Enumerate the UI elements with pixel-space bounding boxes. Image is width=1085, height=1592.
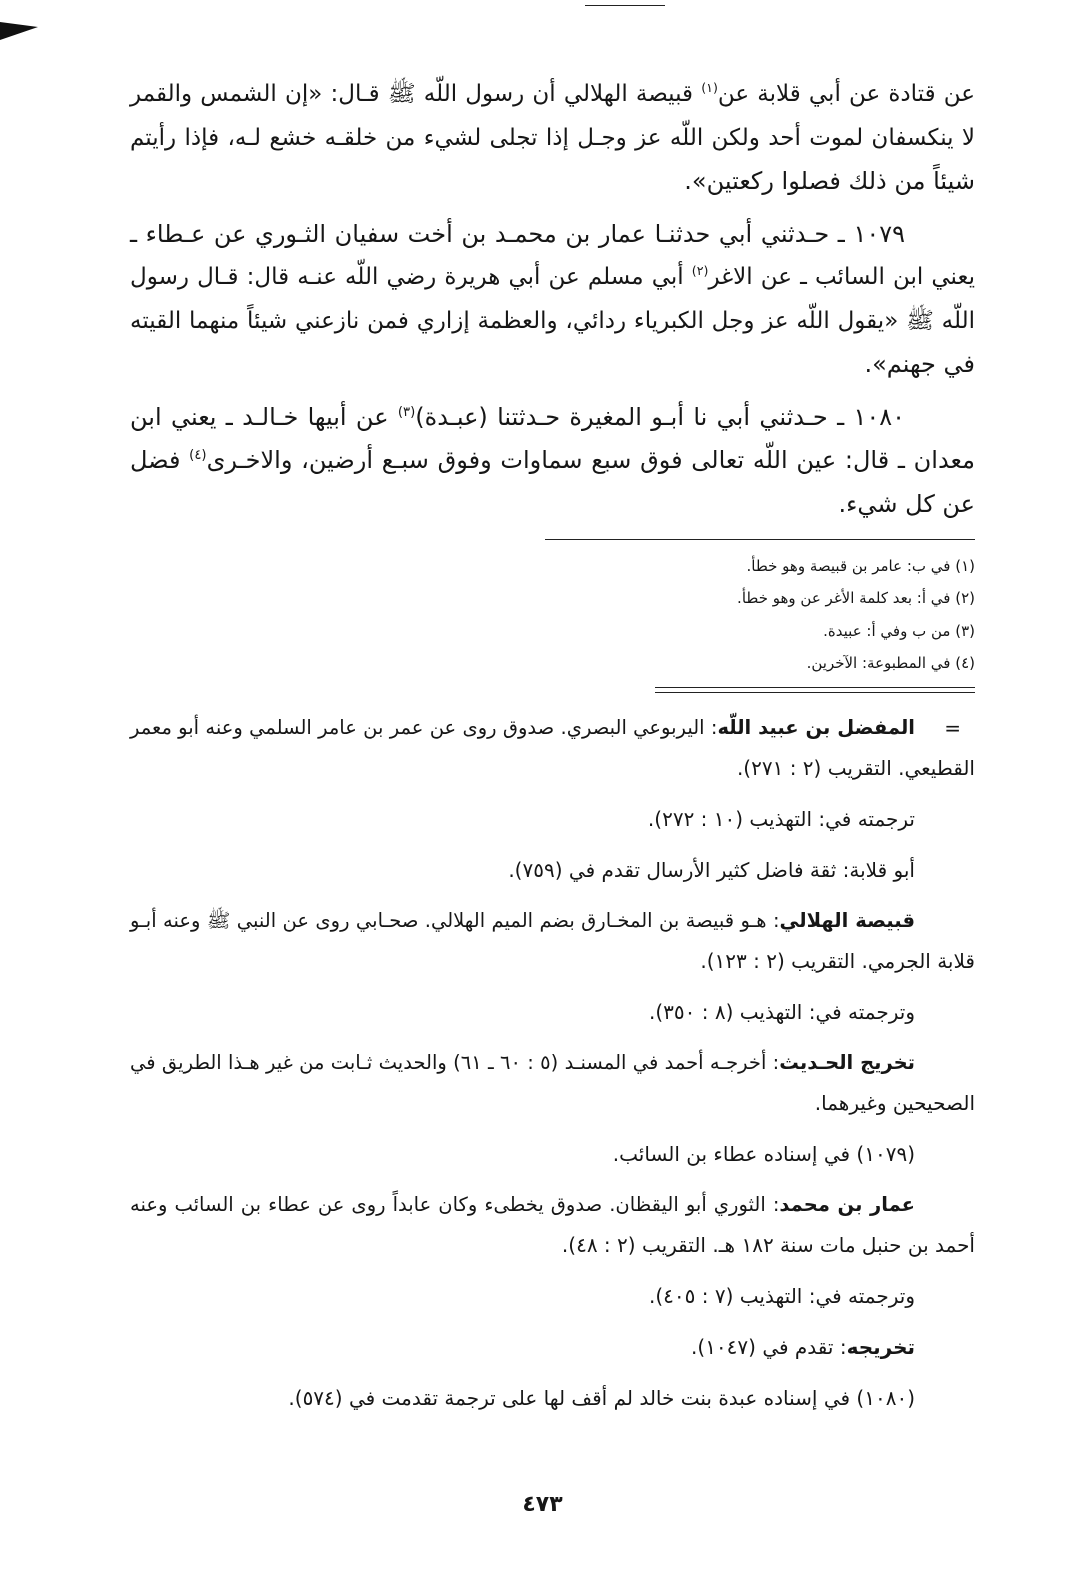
text-line	[130, 1327, 975, 1367]
top-rule	[585, 5, 665, 6]
main-text	[130, 73, 975, 526]
text-line: الصحيحين وغيرهما.	[814, 1091, 975, 1115]
text-line: ١٠٧٩ ـ حـدثني أبي حدثنـا عمار بن محمـد بن أخت سفيان الثـوري عن عـطاء ـ	[130, 219, 905, 248]
text-line	[130, 901, 975, 941]
text-line: عن كل شيء.	[838, 489, 975, 518]
commentary-separator	[655, 687, 975, 693]
text-line: لا ينكسفان لموت أحد ولكن اللّه عز وجـل إذا تجلى لشيء من خلقـه خشع لـه، فإذا رأيتم	[130, 124, 975, 151]
hadith-paragraph	[130, 213, 975, 387]
commentary-paragraph	[130, 799, 975, 839]
commentary-paragraph	[130, 1276, 975, 1316]
text-line: اللّه ﷺ «يقول اللّه عز وجل الكبرياء ردائي، والعظمة إزاري فمن نازعني شيئاً منهما القيته	[130, 307, 975, 334]
hadith-paragraph	[130, 73, 975, 204]
footnote-ref: (٣)	[397, 404, 416, 420]
text-segment: ١٠٨٠ ـ حـدثني أبي نا أبـو المغيرة حـدثتنا (عبـدة)	[415, 402, 905, 431]
commentary-paragraph	[130, 1185, 975, 1265]
text-line: القطيعي. التقريب (٢ : ٢٧١).	[736, 756, 975, 780]
footnote: (١) في ب: عامر بن قبيصة وهو خطأ.	[746, 557, 975, 575]
text-segment: : تقدم في (١٠٤٧).	[691, 1335, 847, 1359]
hadith-paragraph	[130, 396, 975, 527]
text-segment: يعني ابن السائب ـ عن الاغر	[708, 264, 975, 290]
commentary-paragraph	[130, 1378, 975, 1418]
text-line: وترجمته في: التهذيب (٨ : ٣٥٠).	[648, 1000, 915, 1024]
text-segment: قبيصة الهلالي أن رسول اللّه ﷺ قـال: «إن الشمس والقمر	[130, 81, 702, 107]
entry-heading: قبيصة الهلالي	[779, 909, 915, 932]
text-line: قلابة الجرمي. التقريب (٢ : ١٢٣).	[700, 949, 975, 973]
text-line: وترجمته في: التهذيب (٧ : ٤٠٥).	[648, 1284, 915, 1308]
commentary-paragraph	[130, 708, 975, 788]
text-segment: : أخرجـه أحمد في المسنـد (٥ : ٦٠ ـ ٦١) والحديث ثـابت من غير هـذا الطريق في	[130, 1051, 780, 1074]
text-segment: : الثوري أبو اليقظان. صدوق يخطىء وكان عابداً روى عن عطاء بن السائب وعنه	[130, 1193, 780, 1216]
footnote-ref: (٢)	[691, 263, 709, 279]
commentary-paragraph	[130, 1043, 975, 1123]
text-line	[130, 708, 975, 748]
page-number: ٤٧٣	[522, 1492, 563, 1517]
text-line	[130, 1043, 975, 1083]
footnote-ref: (٤)	[189, 447, 207, 463]
text-line: أبو قلابة: ثقة فاضل كثير الأرسال تقدم في (٧٥٩).	[508, 858, 915, 882]
text-segment: : هـو قبيصة بن المخـارق بضم الميم الهلالي. صحـابي روى عن النبي ﷺ وعنه أبـو	[130, 909, 780, 932]
text-line	[130, 439, 975, 483]
text-line	[130, 396, 975, 440]
text-line	[130, 73, 975, 117]
text-segment: معدان ـ قال: عين اللّه تعالى فوق سبع سماوات وفوق سبـع أرضين، والاخـرى	[206, 446, 975, 474]
footnote-separator	[545, 539, 975, 540]
scan-mark	[0, 18, 40, 44]
entry-heading: تخريج الحـديث	[779, 1051, 915, 1074]
text-line: ترجمته في: التهذيب (١٠ : ٢٧٢).	[647, 807, 915, 831]
commentary-paragraph	[130, 901, 975, 981]
text-segment: عن قتادة عن أبي قلابة عن	[717, 81, 975, 107]
footnote: (٢) في أ: بعد كلمة الأغر عن وهو خطأ.	[737, 589, 975, 608]
commentary	[130, 708, 975, 1418]
commentary-paragraph	[130, 1134, 975, 1174]
text-line: أحمد بن حنبل مات سنة ١٨٢ هـ. التقريب (٢ : ٤٨).	[561, 1233, 975, 1257]
text-segment: عن أبيها خـالـد ـ يعني ابن	[130, 402, 398, 431]
entry-heading: تخريجه	[846, 1335, 915, 1359]
commentary-paragraph	[130, 1327, 975, 1367]
commentary-paragraph	[130, 850, 975, 890]
text-line: (١٠٨٠) في إسناده عبدة بنت خالد لم أقف لها على ترجمة تقدمت في (٥٧٤).	[288, 1386, 915, 1410]
text-segment: : اليربوعي البصري. صدوق روى عن عمر بن عامر السلمي وعنه أبو معمر	[130, 716, 718, 739]
footnote: (٣) من ب وفي أ: عبيدة.	[823, 621, 975, 640]
continuation-mark: =	[944, 716, 961, 740]
footnote-ref: (١)	[701, 80, 718, 96]
commentary-paragraph	[130, 992, 975, 1032]
entry-heading: المفضل بن عبيد اللّه	[717, 716, 915, 739]
text-line	[130, 1185, 975, 1225]
text-line: في جهنم».	[864, 350, 975, 378]
text-line	[130, 256, 975, 300]
entry-heading: عمار بن محمد	[779, 1193, 915, 1216]
text-line: (١٠٧٩) في إسناده عطاء بن السائب.	[612, 1142, 915, 1166]
text-segment: أبي مسلم عن أبي هريرة رضي اللّه عنـه قال: قـال رسول	[130, 264, 692, 290]
text-segment: فضل	[130, 446, 190, 474]
footnotes	[130, 550, 975, 679]
footnote: (٤) في المطبوعة: الآخرين.	[806, 653, 975, 672]
text-line: شيئاً من ذلك فصلوا ركعتين».	[684, 167, 975, 195]
